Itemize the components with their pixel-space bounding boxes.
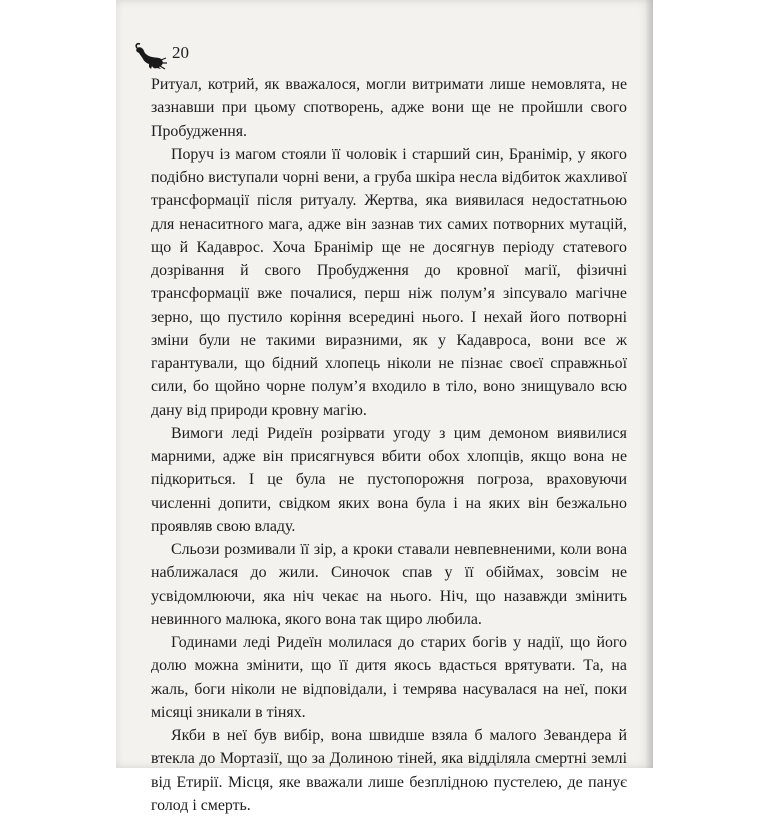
scorpion-icon [134, 42, 168, 72]
paragraph-3: Вимоги леді Ридеїн розірвати угоду з цим демоном виявилися марними, адже він присягнувся вбити обох хлопців, якщо вона не підкориться. І це була не пустопорожня погроза, враховуючи численні допити, свідком яких вона була і на яких він безжально проявляв свою владу. [151, 424, 627, 535]
paragraph-6: Якби в неї був вибір, вона швидше взяла б малого Зевандера й втекла до Мортазії, що за Долиною тіней, яка відділяла смертні землі від Етирії. Місця, яке вважали лише безплідною пустелею, де панує голод і смерть. [151, 727, 627, 814]
paragraph-5: Годинами леді Ридеїн молилася до старих богів у надії, що його долю можна змінити, що її дитя якось вдасться врятувати. Та, на жаль, боги ніколи не відповідали, і темрява насувалася на неї, поки місяці зникали в тінях. [151, 634, 627, 721]
paragraph-1: Ритуал, котрий, як вважалося, могли витримати лише немовлята, не зазнавши при цьому спотворень, адже вони ще не пройшли свого Пробудження. [151, 76, 627, 140]
paragraph-4: Сльози розмивали її зір, а кроки ставали невпевненими, коли вона наближалася до жили. Синочок спав у її обіймах, зовсім не усвідомлюючи, яка ніч чекає на нього. Ніч, що назавжди змінить невинного малюка, якого вона так щиро любила. [151, 541, 627, 628]
body-text [151, 73, 627, 817]
paragraph-2: Поруч із магом стояли її чоловік і старший син, Бранімір, у якого подібно виступали чорні вени, а груба шкіра несла відбиток жахливої трансформації після ритуалу. Жертва, яка виявилася недостатньою для ненаситного мага, адже він зазнав тих самих потворних мутацій, що й Кадаврос. Хоча Бранімір ще не досягнув періоду статевого дозрівання й свого Пробудження до кровної магії, фізичні трансформації вже почалися, перш ніж полум’я зіпсувало магічне зерно, що пустило коріння всередині нього. І нехай його потворні зміни були не такими виразними, як у Кадавроса, вони все ж гарантували, що бідний хлопець ніколи не пізнає своєї справжньої сили, бо щойно чорне полум’я входило в тіло, воно знищувало всю дану від природи кровну магію. [151, 145, 627, 419]
page-spine-shadow [645, 0, 653, 768]
page-number: 20 [172, 43, 189, 62]
book-page [116, 0, 653, 814]
page-header [134, 40, 189, 74]
